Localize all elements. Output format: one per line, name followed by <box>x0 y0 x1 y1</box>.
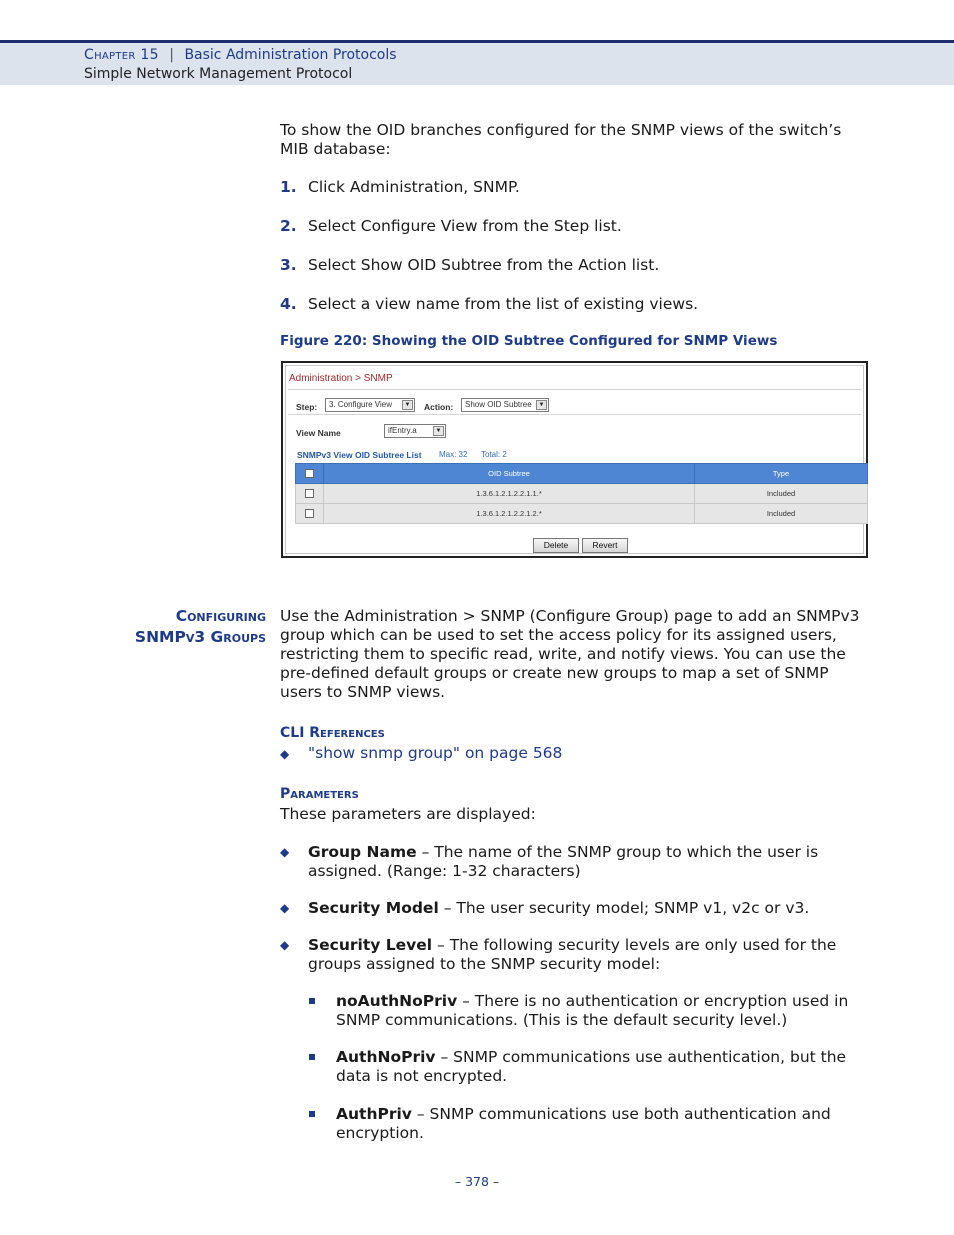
parameter-item <box>280 899 868 918</box>
table-row <box>296 484 868 504</box>
view-name-select[interactable] <box>384 424 446 438</box>
chapter-title: Basic Administration Protocols <box>184 47 397 63</box>
action-label: Action: <box>424 402 454 412</box>
security-level-item <box>336 992 868 1030</box>
chapter-label: Chapter 15 <box>84 47 159 63</box>
figure-screenshot <box>281 361 868 558</box>
step-number: 4. <box>280 295 297 313</box>
parameter-item <box>280 936 868 974</box>
chevron-down-icon[interactable]: ▼ <box>433 426 444 436</box>
select-all-checkbox[interactable] <box>305 469 314 478</box>
security-level-item <box>336 1048 868 1086</box>
row-check-cell <box>296 484 324 504</box>
level-name: AuthNoPriv <box>336 1048 436 1066</box>
cli-reference-item <box>280 744 562 762</box>
divider <box>288 414 861 415</box>
chevron-down-icon[interactable]: ▼ <box>402 400 413 410</box>
revert-button[interactable]: Revert <box>582 538 628 553</box>
delete-button[interactable]: Delete <box>533 538 579 553</box>
step-select[interactable] <box>325 398 415 412</box>
diamond-bullet-icon: ◆ <box>280 901 290 915</box>
section-intro: Use the Administration > SNMP (Configure Group) page to add an SNMPv3 group which can be used to set the access policy for its assigned users, restricting them to specific read, write, and notify views. You can use the pre-defined default groups or create new groups to map a set of SNMP users to SNMP views. <box>280 607 860 701</box>
step-select-value: 3. Configure View <box>329 400 392 409</box>
parameter-desc: – The user security model; SNMP v1, v2c or v3. <box>438 899 810 917</box>
parameters-intro: These parameters are displayed: <box>280 805 536 823</box>
running-header <box>0 40 954 85</box>
list-total: Total: 2 <box>481 450 507 459</box>
figure-caption: Figure 220: Showing the OID Subtree Configured for SNMP Views <box>280 333 778 349</box>
parameter-desc: – The name of the SNMP group to which the user is assigned. (Range: 1-32 characters) <box>308 843 819 880</box>
step-number: 1. <box>280 178 297 196</box>
select-all-cell <box>296 464 324 484</box>
column-header: Type <box>695 464 868 484</box>
parameter-name: Group Name <box>308 843 417 861</box>
parameter-desc: – The following security levels are only used for the groups assigned to the SNMP security model: <box>308 936 837 973</box>
cli-reference-link[interactable]: "show snmp group" on page 568 <box>308 744 563 762</box>
square-bullet-icon <box>309 1054 315 1060</box>
action-select[interactable] <box>461 398 549 412</box>
level-desc: – SNMP communications use both authentication and encryption. <box>336 1105 831 1142</box>
step-4 <box>280 295 698 314</box>
list-max: Max: 32 <box>439 450 468 459</box>
level-desc: – There is no authentication or encryption used in SNMP communications. (This is the default security level.) <box>336 992 849 1029</box>
screenshot-frame <box>285 365 864 554</box>
section-heading-line1: Configuring <box>175 607 266 625</box>
list-title: SNMPv3 View OID Subtree List <box>297 450 422 460</box>
parameter-item <box>280 843 868 881</box>
row-checkbox[interactable] <box>305 489 314 498</box>
step-3 <box>280 256 659 275</box>
page-number: – 378 – <box>454 1174 500 1189</box>
section-heading <box>100 606 266 648</box>
step-2 <box>280 217 622 236</box>
parameter-name: Security Model <box>308 899 439 917</box>
chapter-line <box>84 47 397 63</box>
divider <box>288 389 861 390</box>
row-check-cell <box>296 504 324 524</box>
row-checkbox[interactable] <box>305 509 314 518</box>
oid-cell: 1.3.6.1.2.1.2.2.1.1.* <box>324 484 695 504</box>
level-name: noAuthNoPriv <box>336 992 458 1010</box>
level-desc: – SNMP communications use authentication, but the data is not encrypted. <box>336 1048 847 1085</box>
view-name-value: ifEntry.a <box>388 426 417 435</box>
table-row <box>296 504 868 524</box>
view-name-label: View Name <box>296 428 341 438</box>
parameters-heading: Parameters <box>280 786 359 802</box>
column-header: OID Subtree <box>324 464 695 484</box>
header-separator: | <box>169 47 174 63</box>
breadcrumb: Administration > SNMP <box>289 373 393 384</box>
step-number: 2. <box>280 217 297 235</box>
parameter-name: Security Level <box>308 936 433 954</box>
oid-subtree-table <box>295 463 868 524</box>
diamond-bullet-icon: ◆ <box>280 845 290 859</box>
section-title: Simple Network Management Protocol <box>84 66 353 82</box>
cli-references-heading: CLI References <box>280 725 385 741</box>
type-cell: Included <box>695 504 868 524</box>
chevron-down-icon[interactable]: ▼ <box>536 400 547 410</box>
security-level-item <box>336 1105 868 1143</box>
type-cell: Included <box>695 484 868 504</box>
diamond-bullet-icon: ◆ <box>280 938 290 952</box>
step-text: Select a view name from the list of existing views. <box>308 295 699 313</box>
step-number: 3. <box>280 256 297 274</box>
step-text: Select Configure View from the Step list. <box>308 217 622 235</box>
step-text: Select Show OID Subtree from the Action list. <box>308 256 660 274</box>
level-name: AuthPriv <box>336 1105 412 1123</box>
square-bullet-icon <box>309 998 315 1004</box>
step-label: Step: <box>296 402 318 412</box>
section-heading-line2: SNMPv3 Groups <box>134 628 266 646</box>
step-text: Click Administration, SNMP. <box>308 178 520 196</box>
step-1 <box>280 178 520 197</box>
action-select-value: Show OID Subtree <box>465 400 532 409</box>
square-bullet-icon <box>309 1111 315 1117</box>
intro-paragraph: To show the OID branches configured for the SNMP views of the switch’s MIB database: <box>280 121 842 158</box>
oid-cell: 1.3.6.1.2.1.2.2.1.2.* <box>324 504 695 524</box>
diamond-bullet-icon: ◆ <box>280 747 290 761</box>
table-header-row <box>296 464 868 484</box>
